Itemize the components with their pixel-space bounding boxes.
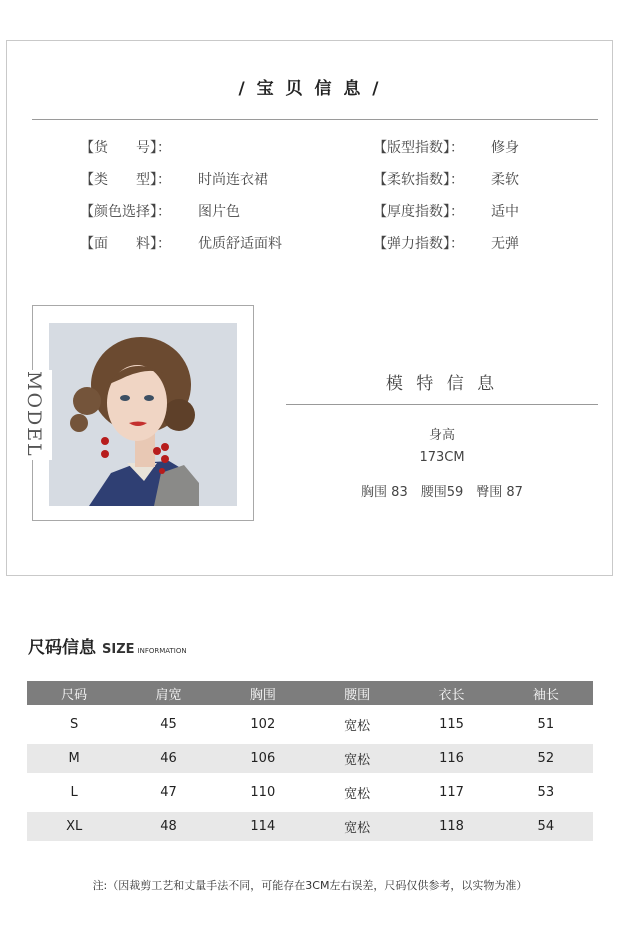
attr-key: 【柔软指数】： <box>373 172 464 188</box>
cell-length: 116 <box>404 742 498 776</box>
cell-size: M <box>27 742 121 776</box>
cell-sleeve: 54 <box>499 810 593 842</box>
attr-type <box>80 169 268 189</box>
header-waist: 腰围 <box>310 681 404 708</box>
attr-key: 【厚度指数】： <box>373 204 464 220</box>
cell-shoulder: 47 <box>121 776 215 810</box>
model-side-word <box>12 370 52 460</box>
attr-thickness-index <box>373 201 519 221</box>
cell-bust: 106 <box>216 742 310 776</box>
header-sleeve: 袖长 <box>499 681 593 708</box>
cell-length: 117 <box>404 776 498 810</box>
attr-softness-index <box>373 169 519 189</box>
cell-shoulder: 46 <box>121 742 215 776</box>
cell-shoulder: 45 <box>121 708 215 742</box>
table-row <box>27 810 593 842</box>
attr-value: 图片色 <box>198 204 240 220</box>
attr-value: 修身 <box>491 140 519 156</box>
size-table-header-row <box>27 681 593 708</box>
attr-key: 【货 号】： <box>80 140 171 156</box>
table-row <box>27 708 593 742</box>
attr-key: 【颜色选择】： <box>80 204 171 220</box>
cell-sleeve: 53 <box>499 776 593 810</box>
title-divider <box>32 119 598 120</box>
attr-value: 无弹 <box>491 236 519 252</box>
attr-key: 【类 型】： <box>80 172 171 188</box>
size-title-en: SIZE <box>102 642 135 657</box>
attr-fabric <box>80 233 282 253</box>
size-table <box>27 681 593 841</box>
header-shoulder: 肩宽 <box>121 681 215 708</box>
model-measurements: 胸围 83 腰围59 臀围 87 <box>361 485 523 500</box>
cell-waist: 宽松 <box>310 708 404 742</box>
size-title-cn: 尺码信息 <box>28 638 96 658</box>
model-info-title: 模 特 信 息 <box>385 374 499 394</box>
cell-bust: 102 <box>216 708 310 742</box>
size-disclaimer-note: 注:（因裁剪工艺和丈量手法不同，可能存在3CM左右误差，尺码仅供参考，以实物为准） <box>92 879 528 892</box>
size-title-sub: INFORMATION <box>137 647 187 655</box>
cell-sleeve: 51 <box>499 708 593 742</box>
model-height-label: 身高 <box>428 428 455 443</box>
cell-size: XL <box>27 810 121 842</box>
cell-bust: 114 <box>216 810 310 842</box>
header-size: 尺码 <box>27 681 121 708</box>
size-section-heading <box>28 633 187 658</box>
attr-key: 【版型指数】： <box>373 140 464 156</box>
attr-item-number <box>80 137 171 157</box>
product-info-title: / 宝 贝 信 息 / <box>238 79 382 99</box>
attr-key: 【弹力指数】： <box>373 236 464 252</box>
table-row <box>27 742 593 776</box>
cell-bust: 110 <box>216 776 310 810</box>
cell-size: S <box>27 708 121 742</box>
attr-color <box>80 201 240 221</box>
cell-waist: 宽松 <box>310 742 404 776</box>
header-bust: 胸围 <box>216 681 310 708</box>
cell-shoulder: 48 <box>121 810 215 842</box>
attr-value: 时尚连衣裙 <box>198 172 268 188</box>
cell-length: 118 <box>404 810 498 842</box>
attr-fit-index <box>373 137 519 157</box>
attr-elasticity-index <box>373 233 519 253</box>
cell-waist: 宽松 <box>310 776 404 810</box>
attr-value: 适中 <box>491 204 519 220</box>
cell-size: L <box>27 776 121 810</box>
attr-value: 柔软 <box>491 172 519 188</box>
header-length: 衣长 <box>404 681 498 708</box>
cell-length: 115 <box>404 708 498 742</box>
cell-sleeve: 52 <box>499 742 593 776</box>
model-portrait-illustration <box>49 323 237 506</box>
model-photo <box>49 323 237 506</box>
model-info-divider <box>286 404 598 405</box>
model-side-word-text: MODEL <box>23 371 45 458</box>
cell-waist: 宽松 <box>310 810 404 842</box>
attr-key: 【面 料】： <box>80 236 171 252</box>
attr-value: 优质舒适面料 <box>198 236 282 252</box>
table-row <box>27 776 593 810</box>
model-height-value: 173CM <box>419 450 465 465</box>
